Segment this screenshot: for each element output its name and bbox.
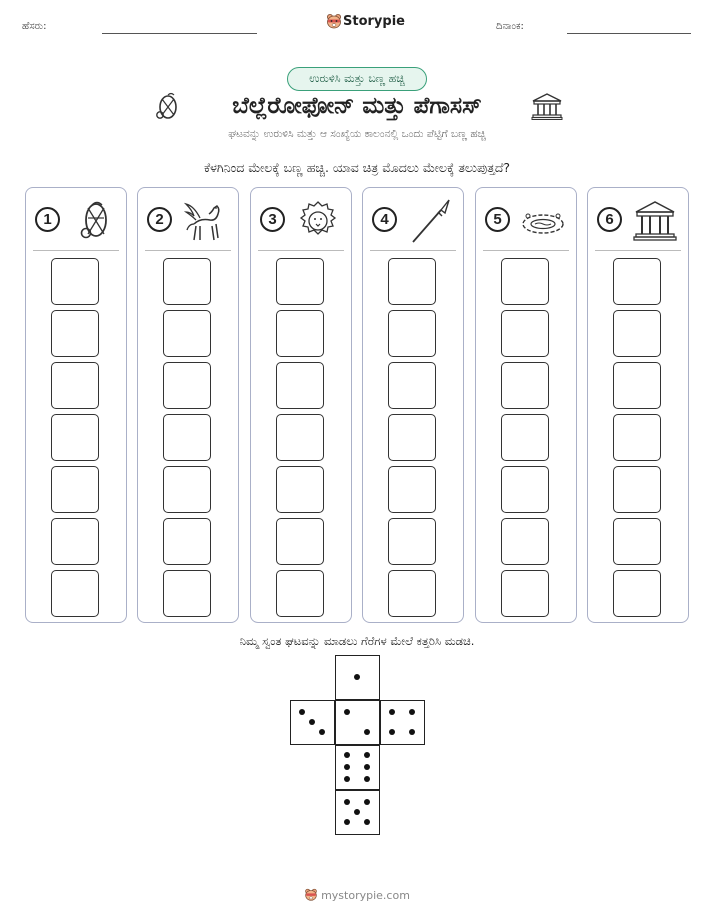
column-3 xyxy=(250,187,352,623)
color-box[interactable] xyxy=(51,466,99,513)
pip xyxy=(354,674,360,680)
column-6 xyxy=(587,187,689,623)
footer-url[interactable]: mystorypie.com xyxy=(321,889,410,902)
color-box[interactable] xyxy=(501,258,549,305)
pip xyxy=(364,776,370,782)
color-box[interactable] xyxy=(163,414,211,461)
brand-name: Storypie xyxy=(343,14,405,29)
color-box[interactable] xyxy=(51,362,99,409)
color-box[interactable] xyxy=(501,414,549,461)
color-box[interactable] xyxy=(501,310,549,357)
color-box[interactable] xyxy=(613,258,661,305)
color-box[interactable] xyxy=(276,414,324,461)
color-box[interactable] xyxy=(613,362,661,409)
color-box[interactable] xyxy=(388,518,436,565)
color-box[interactable] xyxy=(51,310,99,357)
pip xyxy=(409,709,415,715)
color-box[interactable] xyxy=(163,466,211,513)
column-1 xyxy=(25,187,127,623)
date-line[interactable] xyxy=(567,33,691,34)
color-box[interactable] xyxy=(51,518,99,565)
pip xyxy=(354,809,360,815)
pip xyxy=(364,729,370,735)
column-divider xyxy=(595,250,681,251)
column-5 xyxy=(475,187,577,623)
pip xyxy=(409,729,415,735)
color-box[interactable] xyxy=(276,362,324,409)
activity-pill: ಉರುಳಿಸಿ ಮತ್ತು ಬಣ್ಣ ಹಚ್ಚಿ xyxy=(287,67,427,91)
column-2 xyxy=(137,187,239,623)
die-face-2 xyxy=(335,700,380,745)
column-number: 3 xyxy=(260,207,285,232)
pip xyxy=(344,752,350,758)
color-box[interactable] xyxy=(613,466,661,513)
column-number: 2 xyxy=(147,207,172,232)
pegasus-icon xyxy=(180,196,230,246)
color-box[interactable] xyxy=(276,466,324,513)
pip xyxy=(299,709,305,715)
pip xyxy=(364,752,370,758)
color-box[interactable] xyxy=(276,570,324,617)
pip xyxy=(319,729,325,735)
pip xyxy=(364,764,370,770)
subtitle: ಘಟವನ್ನು ಉರುಳಿಸಿ ಮತ್ತು ಆ ಸಂಖ್ಯೆಯ ಕಾಲಂನಲ್ಲಿ ಒಂದು ಪೆಟ್ಟಿಗೆ ಬಣ್ಣ ಹಚ್ಚಿ xyxy=(228,128,486,140)
column-number: 5 xyxy=(485,207,510,232)
column-divider xyxy=(483,250,569,251)
color-box[interactable] xyxy=(388,258,436,305)
die-face-3 xyxy=(290,700,335,745)
die-face-1 xyxy=(335,655,380,700)
color-box[interactable] xyxy=(388,466,436,513)
color-box[interactable] xyxy=(388,310,436,357)
page-title: ಬೆಲ್ಲೆರೋಫೋನ್ ಮತ್ತು ಪೆಗಾಸಸ್ xyxy=(232,93,482,119)
brand-logo xyxy=(326,12,405,32)
color-box[interactable] xyxy=(163,570,211,617)
lion-icon xyxy=(293,196,343,246)
color-box[interactable] xyxy=(501,362,549,409)
column-4 xyxy=(362,187,464,623)
color-box[interactable] xyxy=(613,310,661,357)
column-divider xyxy=(370,250,456,251)
column-divider xyxy=(145,250,231,251)
column-number: 1 xyxy=(35,207,60,232)
pip xyxy=(344,799,350,805)
column-divider xyxy=(258,250,344,251)
bridle-icon xyxy=(68,196,118,246)
color-box[interactable] xyxy=(51,258,99,305)
die-face-4 xyxy=(380,700,425,745)
color-box[interactable] xyxy=(388,570,436,617)
column-divider xyxy=(33,250,119,251)
column-number: 6 xyxy=(597,207,622,232)
name-line[interactable] xyxy=(102,33,257,34)
pip xyxy=(344,819,350,825)
color-box[interactable] xyxy=(501,570,549,617)
name-label: ಹೆಸರು: xyxy=(22,21,47,32)
color-box[interactable] xyxy=(613,414,661,461)
color-box[interactable] xyxy=(501,518,549,565)
bear-footer-icon xyxy=(304,888,318,902)
temple-title-icon xyxy=(531,92,563,120)
pip xyxy=(389,729,395,735)
color-box[interactable] xyxy=(388,414,436,461)
die-instruction: ನಿಮ್ಮ ಸ್ವಂತ ಘಟವನ್ನು ಮಾಡಲು ಗೆರೆಗಳ ಮೇಲೆ ಕತ್ತರಿಸಿ ಮಡಚಿ. xyxy=(239,634,475,648)
color-box[interactable] xyxy=(163,258,211,305)
date-label: ದಿನಾಂಕ: xyxy=(496,21,524,32)
pip xyxy=(344,709,350,715)
bear-logo-icon xyxy=(326,13,342,30)
color-box[interactable] xyxy=(163,362,211,409)
pip xyxy=(309,719,315,725)
column-number: 4 xyxy=(372,207,397,232)
pip xyxy=(389,709,395,715)
temple-icon xyxy=(630,196,680,246)
color-box[interactable] xyxy=(276,518,324,565)
die-face-6 xyxy=(335,745,380,790)
color-box[interactable] xyxy=(613,570,661,617)
color-box[interactable] xyxy=(51,414,99,461)
color-box[interactable] xyxy=(501,466,549,513)
color-box[interactable] xyxy=(276,258,324,305)
color-box[interactable] xyxy=(388,362,436,409)
die-face-5 xyxy=(335,790,380,835)
question-text: ಕೆಳಗಿನಿಂದ ಮೇಲಕ್ಕೆ ಬಣ್ಣ ಹಚ್ಚಿ. ಯಾವ ಚಿತ್ರ ಮೊದಲು ಮೇಲಕ್ಕೆ ತಲುಪುತ್ತದೆ? xyxy=(203,160,511,175)
color-box[interactable] xyxy=(613,518,661,565)
pip xyxy=(344,776,350,782)
die-net[interactable] xyxy=(290,655,425,835)
footer xyxy=(0,888,714,902)
pip xyxy=(364,799,370,805)
color-box[interactable] xyxy=(51,570,99,617)
color-box[interactable] xyxy=(276,310,324,357)
color-box[interactable] xyxy=(163,310,211,357)
color-box[interactable] xyxy=(163,518,211,565)
spring-icon xyxy=(518,196,568,246)
pip xyxy=(344,764,350,770)
pip xyxy=(364,819,370,825)
spear-icon xyxy=(405,196,455,246)
